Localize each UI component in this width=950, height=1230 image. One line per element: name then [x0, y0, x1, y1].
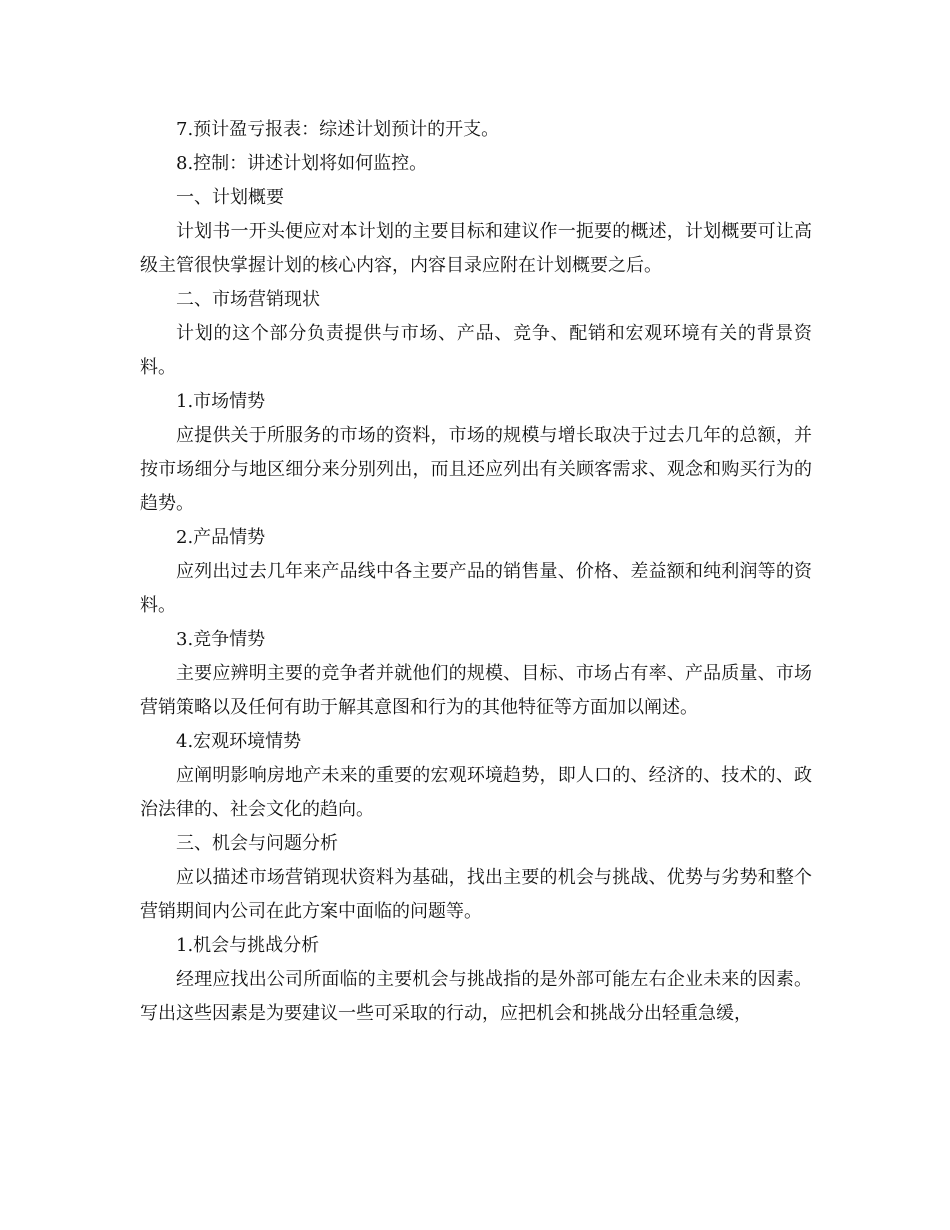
paragraph-opportunity-analysis: 应以描述市场营销现状资料为基础，找出主要的机会与挑战、优势与劣势和整个营销期间内公司在此方案中面临的问题等。: [140, 867, 812, 922]
heading-product-situation: 2.产品情势: [176, 527, 266, 548]
paragraph-macro-environment: 应阐明影响房地产未来的重要的宏观环境趋势，即人口的、经济的、技术的、政治法律的、社会文化的趋向。: [140, 765, 812, 820]
heading-market-situation: 1.市场情势: [176, 391, 266, 412]
paragraph-market-situation: 应提供关于所服务的市场的资料，市场的规模与增长取决于过去几年的总额，并按市场细分与地区细分来分别列出，而且还应列出有关顾客需求、观念和购买行为的趋势。: [140, 425, 812, 514]
heading-opportunity-analysis: 三、机会与问题分析: [176, 833, 338, 854]
heading-plan-summary: 一、计划概要: [176, 187, 284, 208]
paragraph-product-situation: 应列出过去几年来产品线中各主要产品的销售量、价格、差益额和纯利润等的资料。: [140, 561, 812, 616]
heading-opportunity-challenge: 1.机会与挑战分析: [176, 935, 320, 956]
heading-market-status: 二、市场营销现状: [176, 289, 320, 310]
paragraph-plan-summary: 计划书一开头便应对本计划的主要目标和建议作一扼要的概述，计划概要可让高级主管很快掌握计划的核心内容，内容目录应附在计划概要之后。: [140, 221, 812, 276]
paragraph-profit-loss: 7.预计盈亏报表：综述计划预计的开支。: [176, 119, 500, 140]
heading-macro-environment: 4.宏观环境情势: [176, 731, 302, 752]
paragraph-opportunity-challenge: 经理应找出公司所面临的主要机会与挑战指的是外部可能左右企业未来的因素。写出这些因素是为要建议一些可采取的行动，应把机会和挑战分出轻重急缓，: [140, 969, 812, 1024]
heading-competition-situation: 3.竞争情势: [176, 629, 266, 650]
paragraph-control: 8.控制：讲述计划将如何监控。: [176, 153, 428, 174]
document-body: [140, 113, 812, 1031]
paragraph-competition-situation: 主要应辨明主要的竞争者并就他们的规模、目标、市场占有率、产品质量、市场营销策略以及任何有助于解其意图和行为的其他特征等方面加以阐述。: [140, 663, 812, 718]
paragraph-market-status: 计划的这个部分负责提供与市场、产品、竞争、配销和宏观环境有关的背景资料。: [140, 323, 812, 378]
